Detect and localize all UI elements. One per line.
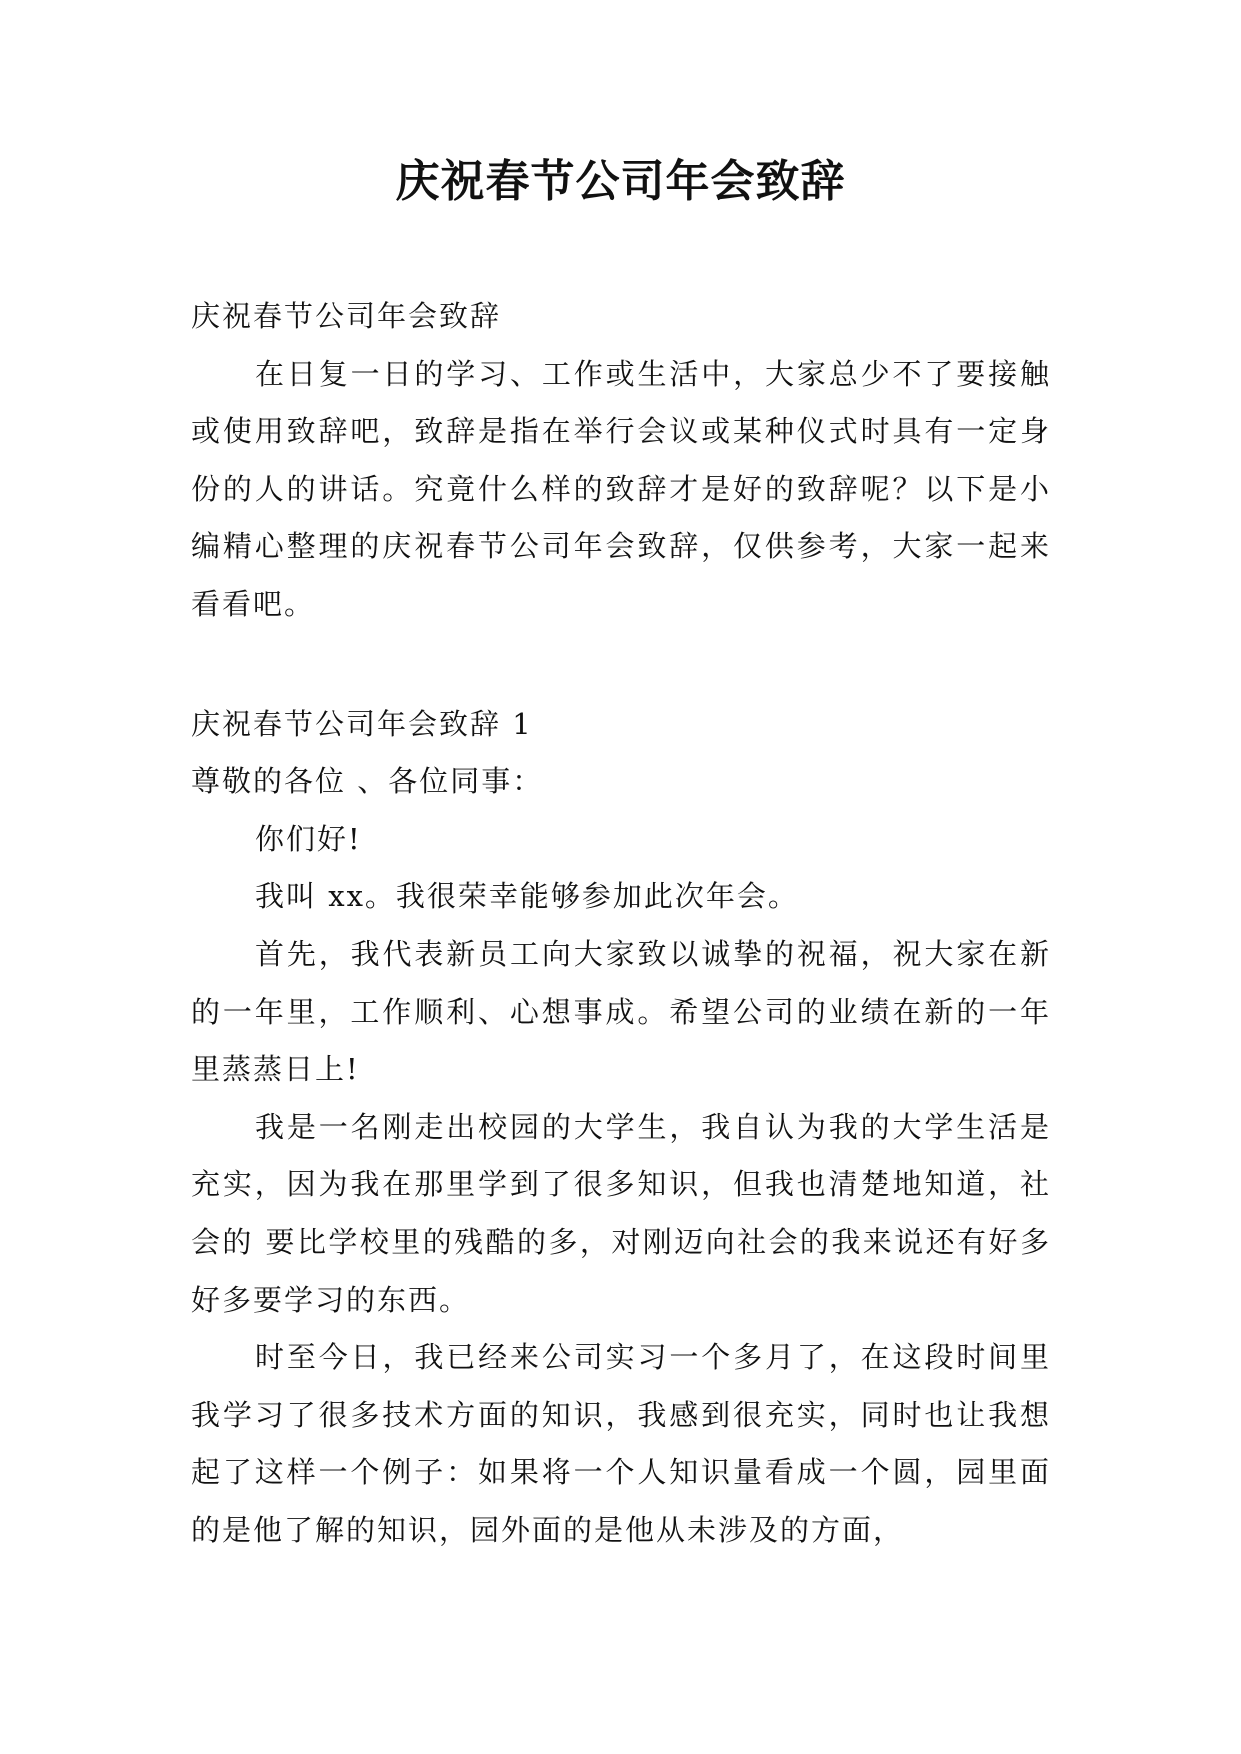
section-heading: 庆祝春节公司年会致辞 1 [191,706,533,741]
salutation: 尊敬的各位 、各位同事： [191,764,544,799]
section-spacer [191,634,1051,696]
body-paragraph: 我是一名刚走出校园的大学生，我自认为我的大学生活是充实，因为我在那里学到了很多知识，但我也清楚地知道，社会的 要比学校里的残酷的多，对刚迈向社会的我来说还有好多好多要学习的东西。 [191,1109,1051,1317]
intro-paragraph: 在日复一日的学习、工作或生活中，大家总少不了要接触或使用致辞吧，致辞是指在举行会议或某种仪式时具有一定身份的人的讲话。究竟什么样的致辞才是好的致辞呢？以下是小编精心整理的庆祝春节公司年会致辞，仅供参考，大家一起来看看吧。 [191,356,1051,621]
document-body [191,288,1051,1559]
body-paragraph: 我叫 xx。我很荣幸能够参加此次年会。 [255,879,799,914]
body-paragraph: 时至今日，我已经来公司实习一个多月了，在这段时间里我学习了很多技术方面的知识，我感到很充实，同时也让我想起了这样一个例子：如果将一个人知识量看成一个圆，园里面的是他了解的知识，园外面的是他从未涉及的方面， [191,1340,1051,1547]
body-paragraph: 你们好! [255,821,362,856]
document-title: 庆祝春节公司年会致辞 [395,156,846,207]
document-subtitle: 庆祝春节公司年会致辞 [191,299,502,333]
body-paragraph: 首先，我代表新员工向大家致以诚挚的祝福，祝大家在新的一年里，工作顺利、心想事成。希望公司的业绩在新的一年里蒸蒸日上! [191,936,1051,1087]
